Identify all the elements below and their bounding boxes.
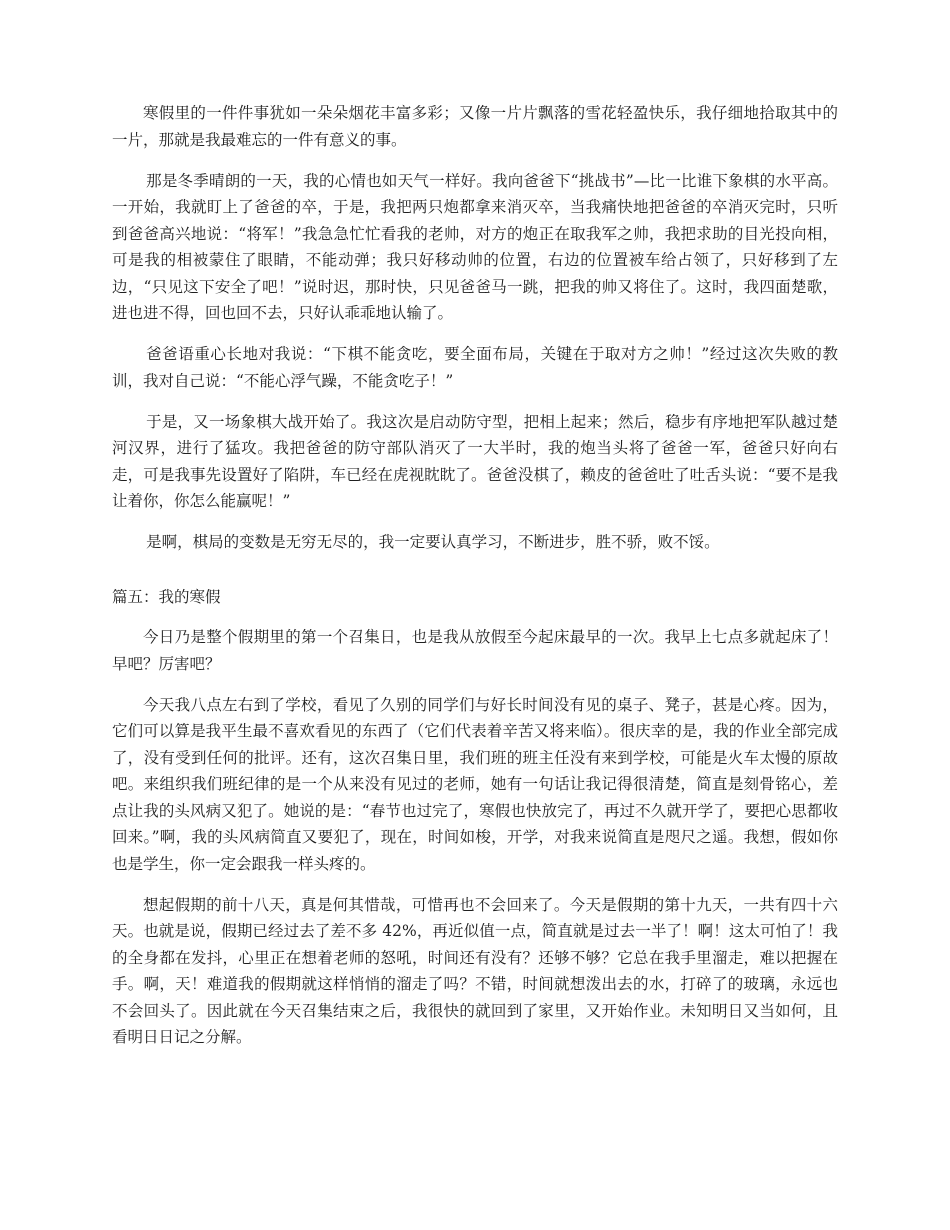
paragraph-intro: 寒假里的一件件事犹如一朵朵烟花丰富多彩；又像一片片飘落的雪花轻盈快乐，我仔细地拾取其中的一片，那就是我最难忘的一件有意义的事。 (112, 104, 838, 149)
section-heading: 篇五：我的寒假 (112, 587, 221, 606)
paragraph-father-advice: 爸爸语重心长地对我说：“下棋不能贪吃，要全面布局，关键在于取对方之帅！”经过这次失败的教训，我对自己说：“不能心浮气躁，不能贪吃子！” (112, 345, 838, 390)
paragraph-gathering-day: 今日乃是整个假期里的第一个召集日，也是我从放假至今起床最早的一次。我早上七点多就起床了！早吧？厉害吧？ (112, 628, 838, 673)
paragraph-conclusion: 是啊，棋局的变数是无穷无尽的，我一定要认真学习，不断进步，胜不骄，败不馁。 (146, 533, 720, 551)
paragraph-chess-first-game: 那是冬季晴朗的一天，我的心情也如天气一样好。我向爸爸下“挑战书”—比一比谁下象棋的水平高。一开始，我就盯上了爸爸的卒，于是，我把两只炮都拿来消灭卒，当我痛快地把爸爸的卒消灭完时，只听到爸爸高兴地说：“将军！”我急急忙忙看我的老帅，对方的炮正在取我军之帅，我把求助的目光投向相，可是我的相被蒙住了眼睛，不能动弹；我只好移动帅的位置，右边的位置被车给占领了，只好移到了左边，“只见这下安全了吧！”说时迟，那时快，只见爸爸马一跳，把我的帅又将住了。这时，我四面楚歌，进也进不得，回也回不去，只好认乖乖地认输了。 (112, 171, 838, 322)
paragraph-chess-second-game: 于是，又一场象棋大战开始了。我这次是启动防守型，把相上起来；然后，稳步有序地把军队越过楚河汉界，进行了猛攻。我把爸爸的防守部队消灭了一大半时，我的炮当头将了爸爸一军，爸爸只好向右走，可是我事先设置好了陷阱，车已经在虎视眈眈了。爸爸没棋了，赖皮的爸爸吐了吐舌头说：“要不是我让着你，你怎么能赢呢！” (112, 412, 838, 510)
paragraph-time-passing: 想起假期的前十八天，真是何其惜哉，可惜再也不会回来了。今天是假期的第十九天，一共有四十六天。也就是说，假期已经过去了差不多 42%，再近似值一点，简直就是过去一半了！啊！这太可怕了！我的全身都在发抖，心里正在想着老师的怒吼，时间还有没有？还够不够？它总在我手里溜走，难以把握在手。啊，天！难道我的假期就这样悄悄的溜走了吗？不错，时间就想泼出去的水，打碎了的玻璃，永远也不会回头了。因此就在今天召集结束之后，我很快的就回到了家里，又开始作业。未知明日又当如何，且看明日日记之分解。 (112, 895, 838, 1046)
paragraph-school-visit: 今天我八点左右到了学校，看见了久别的同学们与好长时间没有见的桌子、凳子，甚是心疼。因为，它们可以算是我平生最不喜欢看见的东西了（它们代表着辛苦又将来临）。很庆幸的是，我的作业全部完成了，没有受到任何的批评。还有，这次召集日里，我们班的班主任没有来到学校，可能是火车太慢的原故吧。来组织我们班纪律的是一个从来没有见过的老师，她有一句话让我记得很清楚，简直是刻骨铭心，差点让我的头风病又犯了。她说的是：“春节也过完了，寒假也快放完了，再过不久就开学了，要把心思都收回来。”啊，我的头风病简直又要犯了，现在，时间如梭，开学，对我来说简直是咫尺之遥。我想，假如你也是学生，你一定会跟我一样头疼的。 (112, 695, 838, 873)
